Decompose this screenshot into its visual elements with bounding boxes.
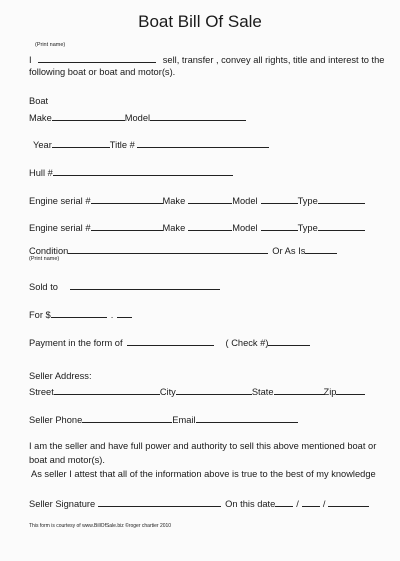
- engine-make-field[interactable]: [188, 221, 232, 231]
- check-number-field[interactable]: [268, 336, 310, 346]
- boat-make-label: Make: [29, 113, 52, 123]
- year-field[interactable]: [52, 138, 110, 148]
- zip-field[interactable]: [336, 385, 365, 395]
- authority-statement: I am the seller and have full power and authority to sell this above mentioned boat or: [29, 441, 377, 451]
- seller-name-prefix: I: [29, 55, 32, 65]
- on-this-date-label: On this date: [225, 499, 276, 509]
- street-field[interactable]: [54, 385, 160, 395]
- seller-signature-label: Seller Signature: [29, 499, 96, 509]
- bill-of-sale-form: Boat Bill Of Sale (Print name) I sell, transfer , convey all rights, title and interest to the following boat or boat and motor(s). Boat Make Model Year Title # Hull # Engine serial # Make Model Type Engine serial # Make Model Type Condition Or As Is (Print name) Sold to For $ . Payment in the form of ( Check #) Seller Address: Street City State Zip Seller Phone Email I am the seller and have full power and authority to sell this above mentioned boat or boat and motor(s). As seller I attest that all of the information above is true to the best of my knowledge Seller Signature On this date / / This form is courtesy of www.BillOfSale.biz ©roger chartier 2010: [0, 0, 400, 561]
- print-name-hint: (Print name): [35, 42, 66, 48]
- seller-signature-field[interactable]: [98, 497, 221, 507]
- engine-model-field[interactable]: [261, 221, 298, 231]
- authority-statement-continued: boat and motor(s).: [29, 455, 105, 465]
- state-field[interactable]: [274, 385, 324, 395]
- price-label: For $: [29, 310, 51, 320]
- date-separator: /: [296, 499, 299, 509]
- convey-text-continued: following boat or boat and motor(s).: [29, 67, 176, 77]
- email-label: Email: [172, 415, 196, 425]
- condition-label: Condition: [29, 246, 69, 256]
- engine-serial-label: Engine serial #: [29, 223, 91, 233]
- sold-to-label: Sold to: [29, 282, 58, 292]
- engine-type-field[interactable]: [318, 194, 365, 204]
- boat-make-field[interactable]: [52, 111, 125, 121]
- sold-to-field[interactable]: [70, 280, 220, 290]
- engine-make-field[interactable]: [188, 194, 232, 204]
- boat-heading: Boat: [29, 96, 49, 106]
- convey-text: sell, transfer , convey all rights, title and interest to the: [162, 55, 385, 65]
- footer-credit: This form is courtesy of www.BillOfSale.biz ©roger chartier 2010: [29, 523, 172, 529]
- check-number-label: ( Check #): [225, 338, 269, 348]
- hull-field[interactable]: [53, 166, 233, 176]
- seller-name-field[interactable]: [38, 53, 156, 63]
- engine-make-label: Make: [162, 196, 186, 206]
- seller-address-label: Seller Address:: [29, 371, 92, 381]
- boat-model-label: Model: [124, 113, 151, 123]
- date-month-field[interactable]: [275, 497, 293, 507]
- payment-label: Payment in the form of: [29, 338, 123, 348]
- hull-label: Hull #: [29, 168, 53, 178]
- zip-label: Zip: [323, 387, 337, 397]
- engine-type-field[interactable]: [318, 221, 365, 231]
- page-title: Boat Bill Of Sale: [138, 12, 262, 31]
- attest-statement: As seller I attest that all of the information above is true to the best of my knowledge: [31, 469, 376, 479]
- seller-phone-label: Seller Phone: [29, 415, 83, 425]
- engine-serial-label: Engine serial #: [29, 196, 91, 206]
- title-number-field[interactable]: [137, 138, 269, 148]
- engine-model-label: Model: [232, 223, 258, 233]
- engine-type-label: Type: [297, 196, 318, 206]
- city-field[interactable]: [176, 385, 252, 395]
- engine-serial-field[interactable]: [91, 221, 163, 231]
- street-label: Street: [29, 387, 54, 397]
- engine-type-label: Type: [297, 223, 318, 233]
- engine-serial-field[interactable]: [91, 194, 163, 204]
- date-year-field[interactable]: [328, 497, 369, 507]
- year-label: Year: [33, 140, 52, 150]
- date-day-field[interactable]: [302, 497, 320, 507]
- email-field[interactable]: [196, 413, 298, 423]
- engine-make-label: Make: [162, 223, 186, 233]
- as-is-field[interactable]: [305, 244, 337, 254]
- seller-phone-field[interactable]: [82, 413, 172, 423]
- price-dollars-field[interactable]: [51, 308, 107, 318]
- or-as-is-label: Or As Is: [272, 246, 306, 256]
- boat-model-field[interactable]: [150, 111, 246, 121]
- engine-model-field[interactable]: [261, 194, 298, 204]
- payment-form-field[interactable]: [127, 336, 214, 346]
- city-label: City: [159, 387, 176, 397]
- engine-model-label: Model: [232, 196, 258, 206]
- condition-field[interactable]: [68, 244, 268, 254]
- price-cents-field[interactable]: [117, 308, 132, 318]
- print-name-hint: (Print name): [29, 256, 60, 262]
- title-number-label: Title #: [109, 140, 135, 150]
- date-separator: /: [322, 499, 326, 509]
- state-label: State: [251, 387, 274, 397]
